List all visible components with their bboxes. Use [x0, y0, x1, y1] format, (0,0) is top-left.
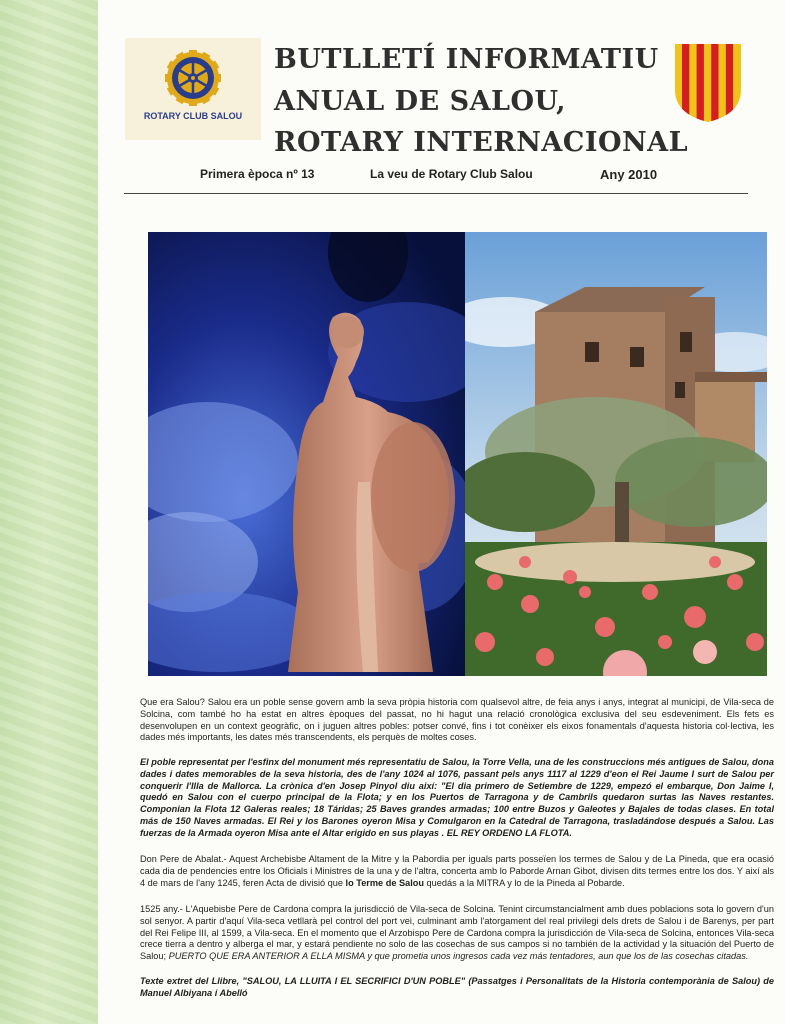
- article-paragraph-3: [140, 854, 774, 889]
- header-divider: [124, 193, 748, 194]
- article-paragraph-2: El poble representat per l'esfinx del monument més representatiu de Salou, la Torre Vella, una de les construccions més antigues de Salou, dona dades i dates memorables de la seva historia, des de l'any 1024 al 1076, passant pels anys 1117 al 1229 d'eon el Rei Jaume I surt de Salou per conquerir l'Illa de Mallorca. La crònica d'en Josep Pinyol diu així: "El dia primero de Setiembre de 1229, empezó el embarque, Don Jaime I, quedó en Salou con el cuerpo principal de la Flota; y en los Puertos de Tarragona y de Cambrils quedaron surtas las Naves restantes. Componian la Flota 12 Galeras reales; 18 Táridas; 25 Baves grandes armadas; 100 entre Buzos y Galeotes y Bajales de todas clases. En total más de 150 Naves armadas. El Rei y los Barones oyeron Misa y Comulgaron en la Catedral de Tarragona, trasladándose después a Salou. Las fuerzas de la Armada oyeron Misa ante el Altar erigido en sus playas . EL REY ORDENO LA FLOTA.: [140, 757, 774, 838]
- edition-label: Primera època nº 13: [200, 167, 315, 181]
- monument-statue-photo: [148, 232, 465, 676]
- article-paragraph-4: [140, 904, 774, 963]
- newsletter-title-line-2: ANUAL DE SALOU,: [274, 86, 566, 117]
- logo-caption: ROTARY CLUB SALOU: [143, 111, 243, 121]
- tagline: La veu de Rotary Club Salou: [370, 167, 533, 181]
- senyera-flag-icon: [675, 44, 741, 122]
- torre-vella-photo: [465, 232, 767, 676]
- paragraph-4-emphasis: PUERTO QUE ERA ANTERIOR A ELLA MISMA y que prometia unos ingresos cada vez más tentadores, aun que los de las cosechas citadas.: [168, 951, 749, 962]
- newsletter-title-line-1: BUTLLETÍ INFORMATIU: [274, 44, 659, 75]
- paragraph-3-text: Don Pere de Abalat.- Aquest Archebisbe Altament de la Mitre y la Pabordia per iguals parts posseïen los termes de Salou y de La Pineda, que era ocasió cada dia de pendencies entre los Oficials i Ministres de la una y de l'altra, concerta amb lo Paborde Arnan Gibot, divisen dits termes entre los dos. Y així als 4 de mars de l'any 1245, feren Acta de divisió que: [140, 854, 774, 888]
- paragraph-3-text-end: quedás a la MITRA y lo de la Pineda al Pobarde.: [424, 877, 625, 888]
- article-source-note: Texte extret del Llibre, "SALOU, LA LLUITA I EL SECRIFICI D'UN POBLE" (Passatges i Personalitats de la Historia contemporània de Salou) de Manuel Albiyana i Abelló: [140, 976, 774, 998]
- newsletter-title-line-3: ROTARY INTERNACIONAL: [274, 127, 689, 158]
- rotary-logo: [125, 38, 261, 140]
- green-side-border: [0, 0, 98, 1024]
- article-paragraph-1: Que era Salou? Salou era un poble sense govern amb la seva pròpia historia com qualsevol altre, de feia anys i anys, integrat al municipi, de Vila-seca de Solcina, com també ho ha estat en altres èpoques del passat, no hi hagut una relació cronològica exclusiva del seu esdeveniment. Els fets es desenvolupen en un context geogràfic, on i juguen altres pobles: potser convé, fins i tot conèixer els eixos fonamentals d'aquesta historia col·lectiva, les dades més importants, les dates més transcendents, els perquès de moltes coses.: [140, 697, 774, 743]
- paragraph-3-emphasis: lo Terme de Salou: [345, 877, 424, 888]
- paragraph-4-text: 1525 any.- L'Aquebisbe Pere de Cardona compra la jurisdicció de Vila-seca de Solcina. Tenint circumstancialment amb dues poblacions sota lo govern d'un sol senyor. A partir d'aquí Vila-seca vetllarà pel control del port vei, culminant amb l'atorgament del real privilegi dels drets de Salou i de Barenys, per part del Rei Felipe III, al 1599, a Vila-seca. En el momento que el Arzobispo Pere de Cardona compra la jurisdicción de Vila-seca de Solcina, entonces Vila-seca crece tierra a dentro y alberga el mar, y estará pendiente no solo de las cosechas de sus campos si no también de la actividad y la situación del Puerto de Salou;: [140, 904, 774, 962]
- rotary-wheel-icon: [165, 50, 221, 106]
- year-label: Any 2010: [600, 167, 658, 182]
